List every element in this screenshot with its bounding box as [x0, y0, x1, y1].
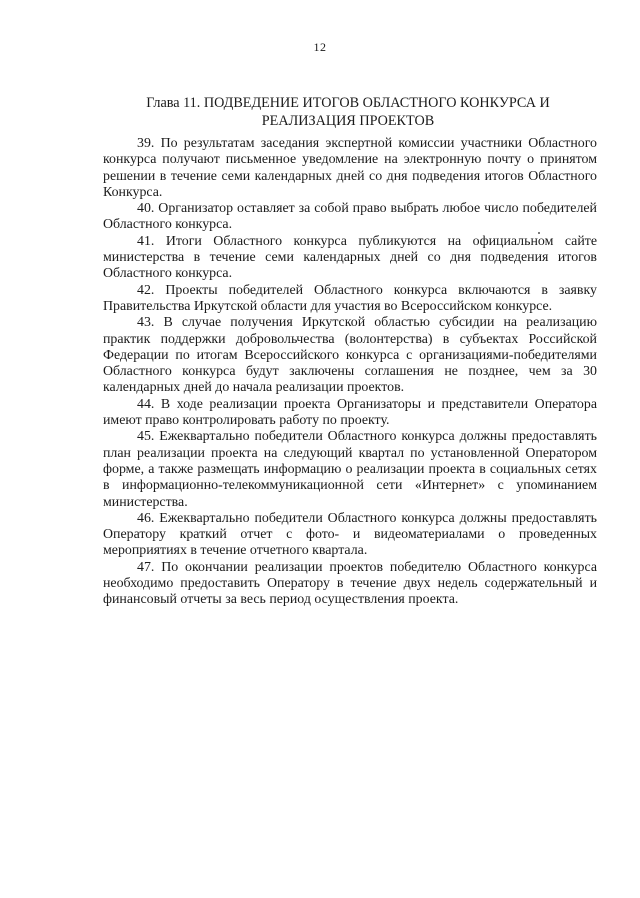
paragraph-number: 42.	[137, 282, 155, 298]
paragraph-text: Ежеквартально победители Областного конкурса должны предоставлять план реализации проекта на следующий квартал по установленной Оператором форме, а также размещать информацию о реализации проекта в социальных сетях в информационно-телекоммуникационной сети «Интернет» с упоминанием министерства.	[103, 429, 597, 510]
chapter-title-line-1: Глава 11. ПОДВЕДЕНИЕ ИТОГОВ ОБЛАСТНОГО КОНКУРСА И	[146, 95, 550, 111]
paragraph-40	[103, 201, 597, 234]
paragraph-47	[103, 560, 597, 609]
paragraph-text: Проекты победителей Областного конкурса включаются в заявку Правительства Иркутской области для участия во Всероссийском конкурсе.	[103, 282, 597, 314]
chapter-body	[103, 136, 597, 609]
paragraph-44	[103, 397, 597, 430]
paragraph-text: Организатор оставляет за собой право выбрать любое число победителей Областного конкурса.	[103, 201, 597, 233]
paragraph-number: 45.	[137, 429, 155, 445]
paragraph-42	[103, 283, 597, 316]
paragraph-number: 39.	[137, 136, 155, 151]
paragraph-45	[103, 429, 597, 510]
paragraph-39	[103, 136, 597, 201]
paragraph-number: 44.	[137, 396, 155, 412]
chapter-title-line-2: РЕАЛИЗАЦИЯ ПРОЕКТОВ	[261, 113, 435, 129]
paragraph-text: В ходе реализации проекта Организаторы и представители Оператора имеют право контролировать работу по проекту.	[103, 396, 597, 429]
paragraph-text: Итоги Областного конкурса публикуются на официальном сайте министерства в течение семи календарных дней со дня подведения итогов Областного конкурса.	[103, 233, 597, 282]
paragraph-number: 40.	[137, 201, 155, 217]
paragraph-number: 43.	[137, 315, 155, 331]
paragraph-43	[103, 315, 597, 396]
paragraph-text: По окончании реализации проектов победителю Областного конкурса необходимо предоставить Оператору в течение двух недель содержательный и финансовый отчеты за весь период осуществления проекта.	[103, 559, 597, 608]
paragraph-text: По результатам заседания экспертной комиссии участники Областного конкурса получают письменное уведомление на электронную почту о принятом решении в течение семи календарных дней со дня подведения итогов Областного Конкурса.	[103, 136, 597, 200]
chapter-title	[118, 94, 578, 130]
paragraph-41	[103, 234, 597, 283]
paragraph-text: В случае получения Иркутской областью субсидии на реализацию практик поддержки добровольчества (волонтерства) в субъектах Российской Федерации по итогам Всероссийского конкурса с организациями-победителями Областного конкурса будут заключены соглашения не позднее, чем за 30 календарных дней до начала реализации проектов.	[103, 315, 597, 396]
scan-speck	[538, 232, 540, 234]
page-number: 12	[313, 40, 327, 54]
paragraph-number: 46.	[137, 510, 155, 526]
paragraph-text: Ежеквартально победители Областного конкурса должны предоставлять Оператору краткий отчет с фото- и видеоматериалами о проведенных мероприятиях в течение отчетного квартала.	[103, 510, 597, 559]
paragraph-number: 41.	[137, 233, 155, 249]
paragraph-46	[103, 511, 597, 560]
paragraph-number: 47.	[137, 559, 155, 575]
